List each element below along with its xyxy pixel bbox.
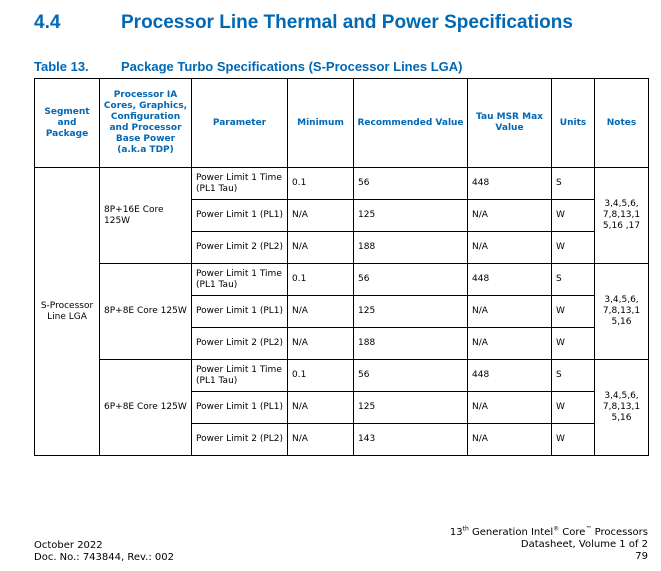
units-cell: W [552, 424, 595, 456]
parameter-cell: Power Limit 1 (PL1) [192, 200, 288, 232]
minimum-cell: 0.1 [288, 264, 354, 296]
footer-product-suffix: Processors [591, 527, 648, 538]
parameter-cell: Power Limit 2 (PL2) [192, 328, 288, 360]
header-recommended: Recommended Value [354, 79, 468, 168]
footer-left [34, 540, 174, 564]
tau-cell: N/A [468, 328, 552, 360]
footer-doc-number: Doc. No.: 743844, Rev.: 002 [34, 552, 174, 563]
units-cell: W [552, 328, 595, 360]
config-cell: 8P+8E Core 125W [100, 264, 192, 360]
footer-product-reg: ® [553, 525, 560, 533]
parameter-cell: Power Limit 1 Time (PL1 Tau) [192, 168, 288, 200]
header-notes: Notes [595, 79, 649, 168]
tau-cell: N/A [468, 232, 552, 264]
section-number: 4.4 [34, 12, 61, 33]
tau-cell: 448 [468, 360, 552, 392]
recommended-cell: 56 [354, 168, 468, 200]
units-cell: S [552, 360, 595, 392]
parameter-cell: Power Limit 2 (PL2) [192, 424, 288, 456]
footer-page-number: 79 [635, 551, 648, 562]
tau-cell: N/A [468, 392, 552, 424]
header-minimum: Minimum [288, 79, 354, 168]
recommended-cell: 56 [354, 264, 468, 296]
parameter-cell: Power Limit 1 Time (PL1 Tau) [192, 360, 288, 392]
table-row [35, 264, 649, 296]
section-heading [34, 12, 654, 38]
recommended-cell: 188 [354, 232, 468, 264]
minimum-cell: N/A [288, 328, 354, 360]
footer-product-gen: Generation Intel [468, 527, 554, 538]
tau-cell: 448 [468, 168, 552, 200]
footer-product-core: Core [559, 527, 586, 538]
units-cell: W [552, 392, 595, 424]
footer-product-th: th [462, 525, 469, 533]
minimum-cell: 0.1 [288, 168, 354, 200]
table-row [35, 168, 649, 200]
units-cell: W [552, 232, 595, 264]
notes-cell: 3,4,5,6, 7,8,13,1 5,16 [595, 360, 649, 456]
notes-cell: 3,4,5,6, 7,8,13,1 5,16 ,17 [595, 168, 649, 264]
footer-product [450, 527, 648, 539]
recommended-cell: 125 [354, 200, 468, 232]
minimum-cell: N/A [288, 296, 354, 328]
units-cell: S [552, 264, 595, 296]
segment-cell: S-Processor Line LGA [35, 168, 100, 456]
tau-cell: N/A [468, 200, 552, 232]
parameter-cell: Power Limit 1 Time (PL1 Tau) [192, 264, 288, 296]
table-title: Package Turbo Specifications (S-Processor Lines LGA) [121, 59, 463, 74]
recommended-cell: 143 [354, 424, 468, 456]
parameter-cell: Power Limit 2 (PL2) [192, 232, 288, 264]
minimum-cell: N/A [288, 200, 354, 232]
minimum-cell: N/A [288, 232, 354, 264]
notes-cell: 3,4,5,6, 7,8,13,1 5,16 [595, 264, 649, 360]
parameter-cell: Power Limit 1 (PL1) [192, 392, 288, 424]
table-number: Table 13. [34, 59, 89, 74]
header-config: Processor IA Cores, Graphics, Configuration and Processor Base Power (a.k.a TDP) [100, 79, 192, 168]
section-title: Processor Line Thermal and Power Specifications [121, 12, 573, 33]
minimum-cell: N/A [288, 424, 354, 456]
footer-datasheet: Datasheet, Volume 1 of 2 [520, 539, 648, 550]
units-cell: W [552, 296, 595, 328]
units-cell: W [552, 200, 595, 232]
table-row [35, 360, 649, 392]
config-cell: 6P+8E Core 125W [100, 360, 192, 456]
header-row [35, 79, 649, 168]
recommended-cell: 125 [354, 296, 468, 328]
footer-date: October 2022 [34, 540, 103, 551]
footer-product-tm: ™ [585, 525, 592, 533]
recommended-cell: 56 [354, 360, 468, 392]
header-segment: Segment and Package [35, 79, 100, 168]
tau-cell: 448 [468, 264, 552, 296]
recommended-cell: 125 [354, 392, 468, 424]
config-cell: 8P+16E Core 125W [100, 168, 192, 264]
header-units: Units [552, 79, 595, 168]
minimum-cell: N/A [288, 392, 354, 424]
tau-cell: N/A [468, 296, 552, 328]
header-parameter: Parameter [192, 79, 288, 168]
recommended-cell: 188 [354, 328, 468, 360]
parameter-cell: Power Limit 1 (PL1) [192, 296, 288, 328]
footer-product-prefix: 13 [449, 527, 463, 538]
units-cell: S [552, 168, 595, 200]
header-tau: Tau MSR Max Value [468, 79, 552, 168]
footer-right [450, 527, 648, 563]
tau-cell: N/A [468, 424, 552, 456]
turbo-spec-table [34, 78, 649, 456]
minimum-cell: 0.1 [288, 360, 354, 392]
